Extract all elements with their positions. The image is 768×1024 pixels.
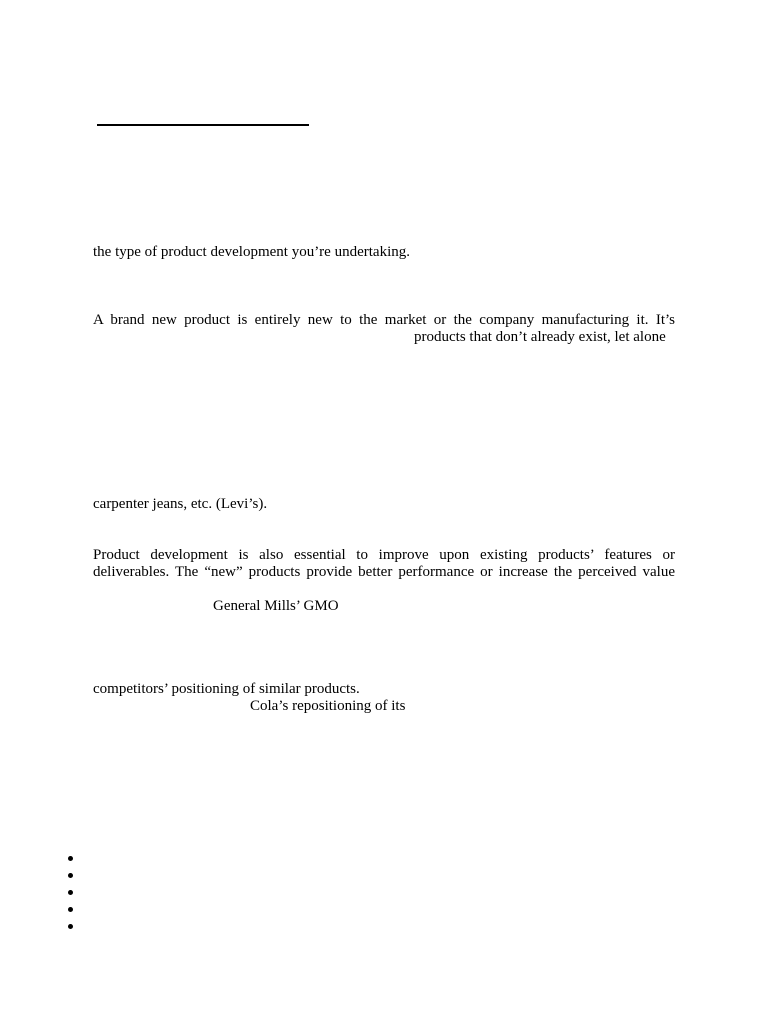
paragraph-product-dev-type: the type of product development you’re undertaking. — [93, 244, 410, 260]
brand-new-line-2: products that don’t already exist, let alone — [414, 329, 666, 345]
cola-repositioning-text: Cola’s repositioning of its — [250, 698, 406, 714]
paragraph-competitors: competitors’ positioning of similar products. — [93, 681, 360, 697]
general-mills-text: General Mills’ GMO — [213, 598, 339, 614]
improve-line-1: Product development is also essential to improve upon existing products’ features or — [93, 547, 675, 563]
paragraph-carpenter-jeans: carpenter jeans, etc. (Levi’s). — [93, 496, 268, 512]
improve-line-2: deliverables. The “new” products provide better performance or increase the perceived value — [93, 564, 675, 580]
paragraph-brand-new — [93, 312, 675, 329]
paragraph-improve — [93, 547, 675, 581]
brand-new-line-1: A brand new product is entirely new to the market or the company manufacturing it. It’s — [93, 312, 675, 328]
title-underline — [97, 124, 309, 126]
